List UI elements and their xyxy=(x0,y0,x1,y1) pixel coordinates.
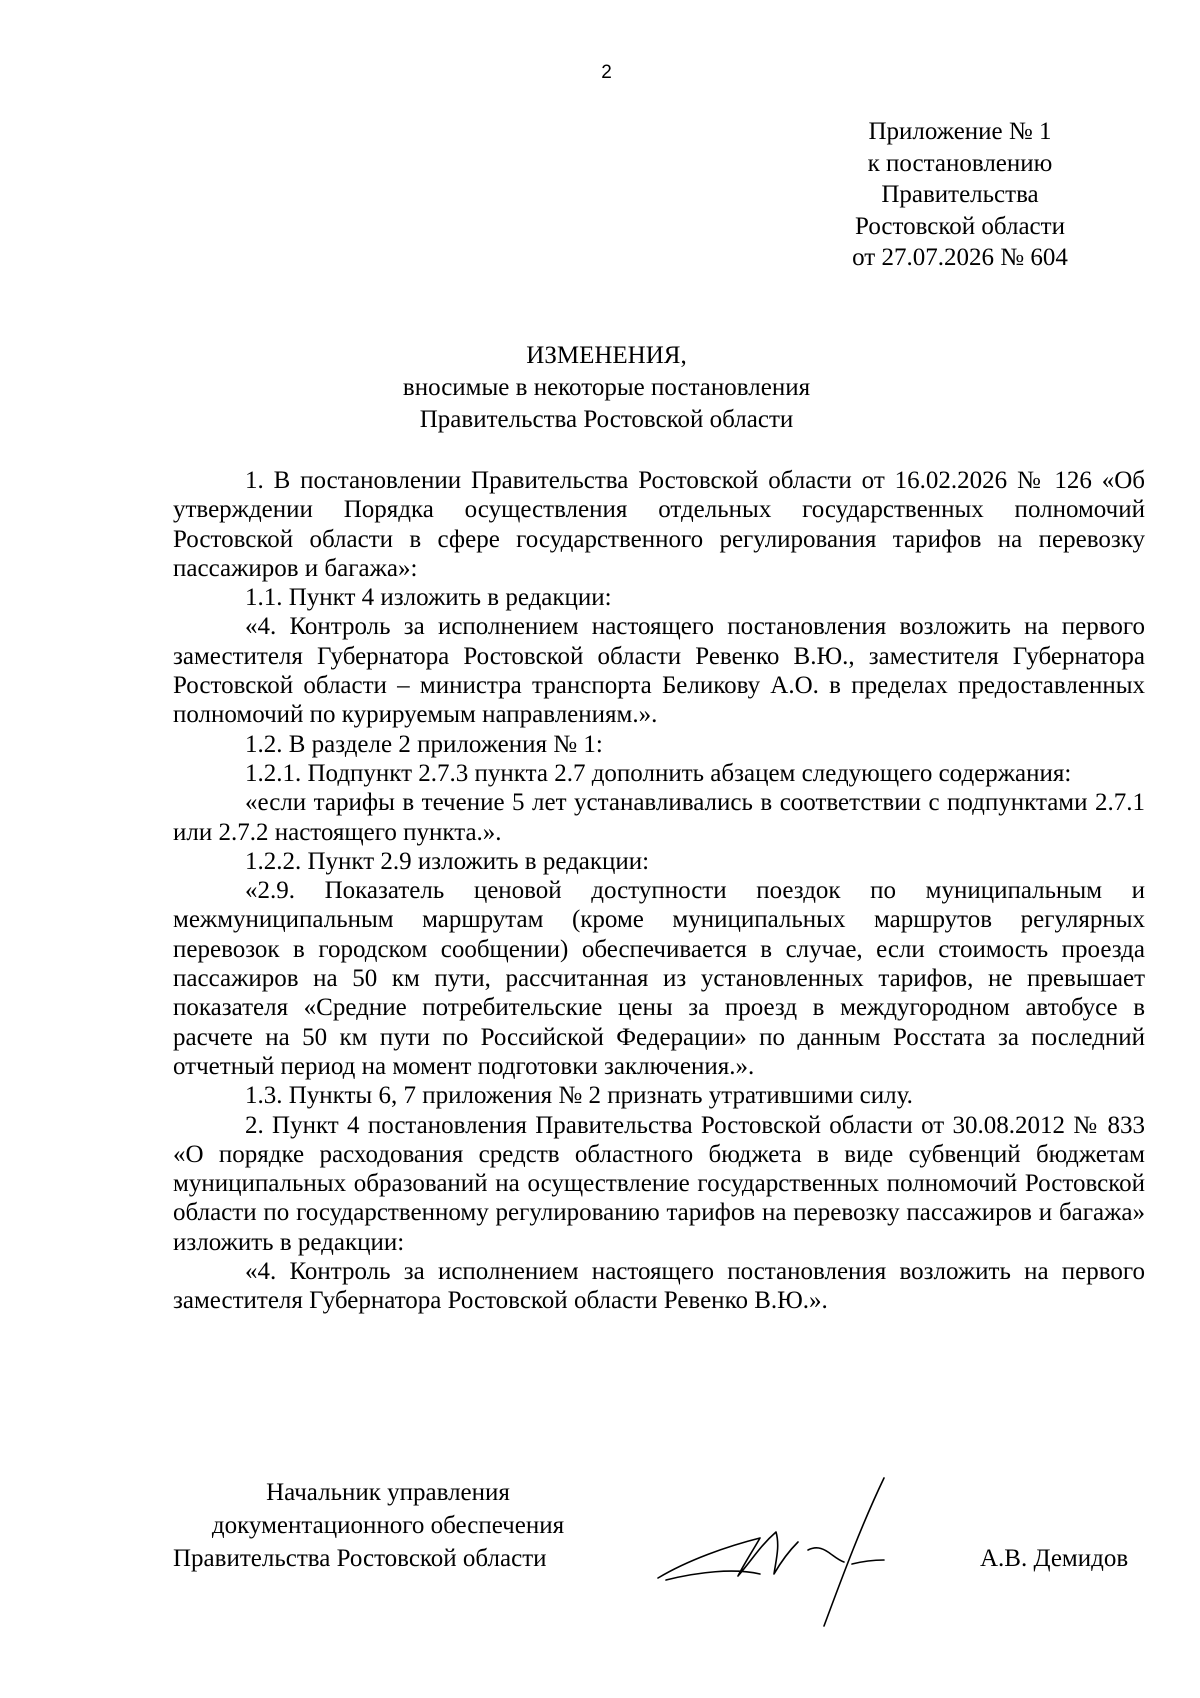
paragraph: 1.3. Пункты 6, 7 приложения № 2 признать утратившими силу. xyxy=(245,1082,913,1110)
paragraph: 1. В постановлении Правительства Ростовской области от 16.02.2026 № 126 «Об утверждении Порядка осуществления отдельных государственных полномочий Ростовской области в сфере государственного регулирования тарифов на перевозку пассажиров и багажа»: xyxy=(173,467,1145,582)
signatory-name: А.В. Демидов xyxy=(980,1545,1129,1572)
title-subline: Правительства Ростовской области xyxy=(419,406,794,433)
paragraph: «4. Контроль за исполнением настоящего постановления возложить на первого заместителя Губернатора Ростовской области Ревенко В.Ю., заместителя Губернатора Ростовской области – министра транспорта Беликову А.О. в пределах предоставленных полномочий по курируемым направлениям.». xyxy=(173,613,1145,729)
paragraph: 1.2.1. Подпункт 2.7.3 пункта 2.7 дополнить абзацем следующего содержания: xyxy=(245,759,1072,787)
paragraph: «если тарифы в течение 5 лет устанавливались в соответствии с подпунктами 2.7.1 или 2.7.2 настоящего пункта.». xyxy=(173,789,1145,846)
title-heading: ИЗМЕНЕНИЯ, xyxy=(526,342,687,369)
page-number: 2 xyxy=(601,62,612,83)
appendix-line: Ростовской области xyxy=(855,212,1065,240)
signatory-position-line: документационного обеспечения xyxy=(211,1512,565,1539)
signatory-position-line: Правительства Ростовской области xyxy=(173,1545,547,1572)
paragraph: «2.9. Показатель ценовой доступности поездок по муниципальным и межмуниципальным маршрутам (кроме муниципальных маршрутов регулярных перевозок в городском сообщении) обеспечивается в случае, если стоимость проезда пассажиров на 50 км пути, рассчитанная из установленных тарифов, не превышает показателя «Средние потребительские цены за проезд в междугородном автобусе в расчете на 50 км пути по Российской Федерации» по данным Росстата за последний отчетный период на момент подготовки заключения.». xyxy=(173,877,1145,1080)
signatory-position-line: Начальник управления xyxy=(266,1479,510,1506)
signatory-position xyxy=(173,1476,603,1575)
paragraph: 2. Пункт 4 постановления Правительства Ростовской области от 30.08.2012 № 833 «О порядке расходования средств областного бюджета в виде субвенций бюджетам муниципальных образований на осуществление государственных полномочий Ростовской области по государственному регулированию тарифов на перевозку пассажиров и багажа» изложить в редакции: xyxy=(173,1111,1145,1256)
document-title xyxy=(0,340,1200,436)
paragraph: «4. Контроль за исполнением настоящего постановления возложить на первого заместителя Губернатора Ростовской области Ревенко В.Ю.». xyxy=(173,1258,1145,1315)
paragraph: 1.2.2. Пункт 2.9 изложить в редакции: xyxy=(245,847,650,875)
appendix-line: от 27.07.2026 № 604 xyxy=(852,244,1068,271)
paragraph: 1.1. Пункт 4 изложить в редакции: xyxy=(245,584,612,612)
appendix-line: Правительства xyxy=(881,181,1039,208)
handwritten-signature xyxy=(648,1468,948,1628)
document-body xyxy=(173,466,1145,1316)
appendix-header xyxy=(820,116,1100,274)
paragraph: 1.2. В разделе 2 приложения № 1: xyxy=(245,730,603,758)
title-subline: вносимые в некоторые постановления xyxy=(402,374,811,401)
appendix-line: к постановлению xyxy=(867,149,1053,177)
appendix-line: Приложение № 1 xyxy=(868,118,1052,145)
